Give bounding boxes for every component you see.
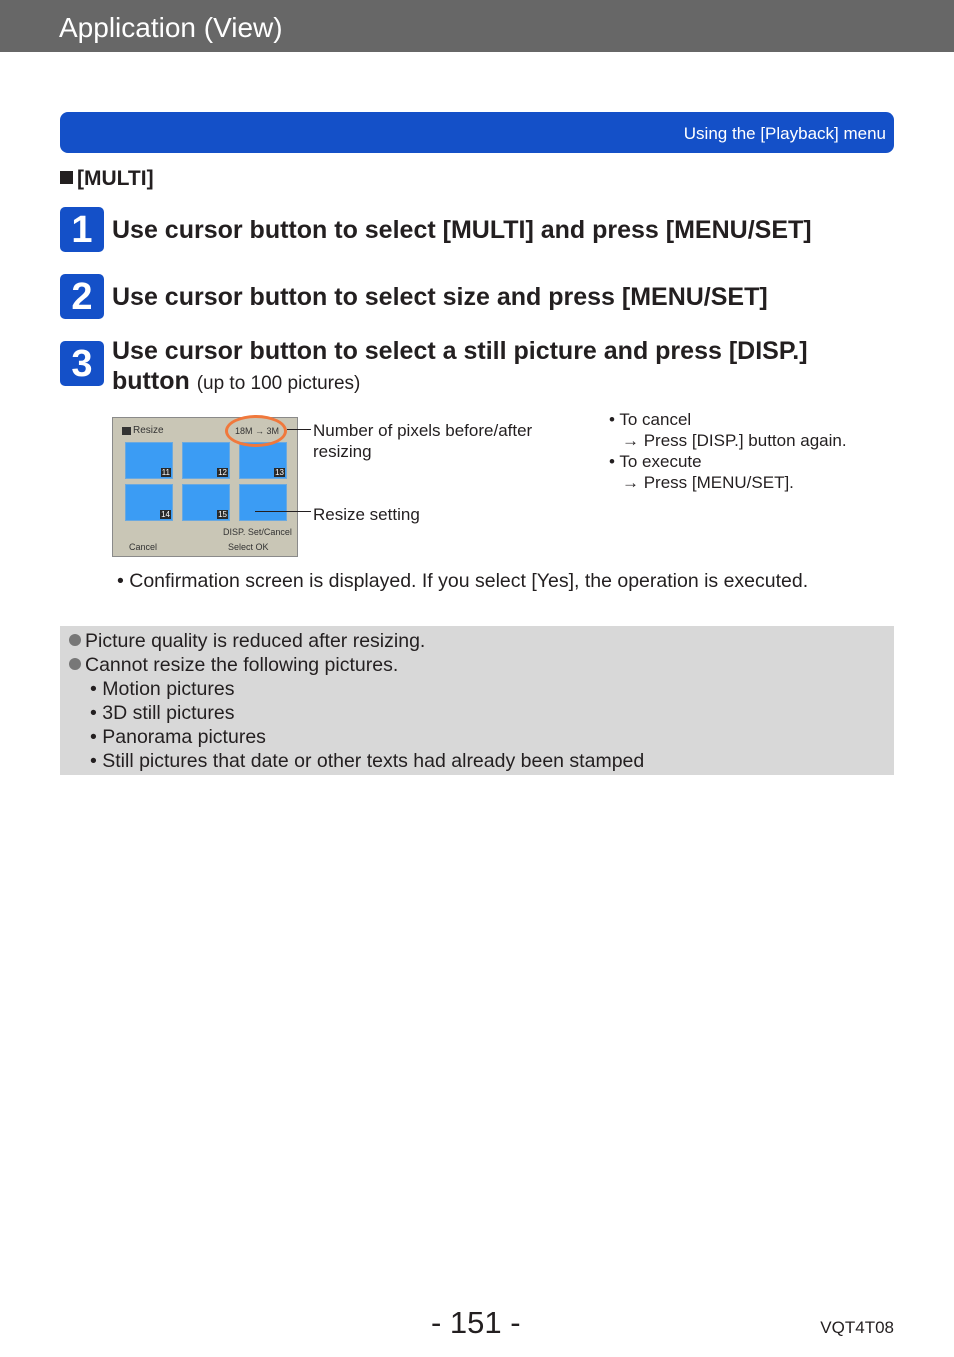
- page-header: [0, 0, 954, 52]
- thumbnail-number: 13: [275, 468, 284, 477]
- screen-disp-hint: DISP. Set/Cancel: [223, 527, 292, 537]
- step-number-3: 3: [60, 341, 104, 386]
- bullet-icon: [69, 658, 81, 670]
- notes-box: [60, 626, 894, 775]
- thumbnail-number: 14: [161, 510, 170, 519]
- subheading-text: [MULTI]: [77, 167, 154, 190]
- step-text-1: Use cursor button to select [MULTI] and press [MENU/SET]: [112, 216, 812, 244]
- page-title: Application (View): [59, 12, 283, 43]
- thumbnail: [125, 442, 173, 479]
- thumbnail-number: 11: [161, 468, 170, 477]
- side-note: • To cancel: [609, 410, 692, 429]
- screen-title: Resize: [133, 425, 164, 436]
- note-sub-item: • 3D still pictures: [90, 702, 235, 724]
- note-sub-item: • Still pictures that date or other texts had already been stamped: [90, 750, 645, 772]
- callout-resize: Resize setting: [313, 505, 420, 524]
- note-sub-item: • Motion pictures: [90, 678, 235, 700]
- thumbnail-number: 12: [218, 468, 227, 477]
- leader-line: [287, 429, 311, 430]
- note-item: [69, 653, 894, 677]
- side-note: • To execute: [609, 452, 702, 471]
- step-number-2: 2: [60, 274, 104, 319]
- side-note: → Press [MENU/SET].: [622, 473, 794, 492]
- document-code: VQT4T08: [820, 1318, 894, 1337]
- screen-size-indicator: 18M → 3M: [235, 426, 280, 436]
- thumbnail: [125, 484, 173, 521]
- step-text-3-line2: [112, 366, 808, 399]
- subheading: [60, 167, 154, 191]
- square-bullet-icon: [60, 171, 73, 184]
- bullet-icon: [69, 634, 81, 646]
- callout-pixels: Number of pixels before/after resizing: [313, 421, 533, 461]
- screen-cancel: Cancel: [129, 542, 158, 552]
- step-number-1: 1: [60, 207, 104, 252]
- step-text-3: [112, 336, 808, 399]
- leader-line: [255, 511, 311, 512]
- side-note: → Press [DISP.] button again.: [622, 431, 847, 450]
- note-text: Cannot resize the following pictures.: [85, 654, 399, 676]
- step-text-2: Use cursor button to select size and press [MENU/SET]: [112, 283, 768, 311]
- side-notes: [609, 409, 847, 493]
- thumbnail-number: 15: [218, 510, 227, 519]
- note-sub-item: • Panorama pictures: [90, 726, 266, 748]
- thumbnail: [182, 484, 230, 521]
- section-bar: [60, 112, 894, 153]
- step-text-3-line1: Use cursor button to select a still picture and press [DISP.]: [112, 337, 808, 365]
- section-label: Using the [Playback] menu: [683, 124, 886, 143]
- highlight-circle: [225, 415, 287, 447]
- step-text-3-note: (up to 100 pictures): [196, 373, 361, 394]
- confirmation-note: • Confirmation screen is displayed. If you select [Yes], the operation is executed.: [117, 570, 809, 592]
- note-text: Picture quality is reduced after resizing.: [85, 630, 426, 652]
- thumbnail: [239, 484, 287, 521]
- resize-menu-icon: [122, 427, 131, 435]
- step-text-3-button: button: [112, 367, 190, 395]
- screen-select-hint: Select OK: [228, 542, 269, 552]
- thumbnail: [182, 442, 230, 479]
- note-item: [69, 629, 894, 653]
- page-number: - 151 -: [431, 1305, 521, 1340]
- thumbnail: [239, 442, 287, 479]
